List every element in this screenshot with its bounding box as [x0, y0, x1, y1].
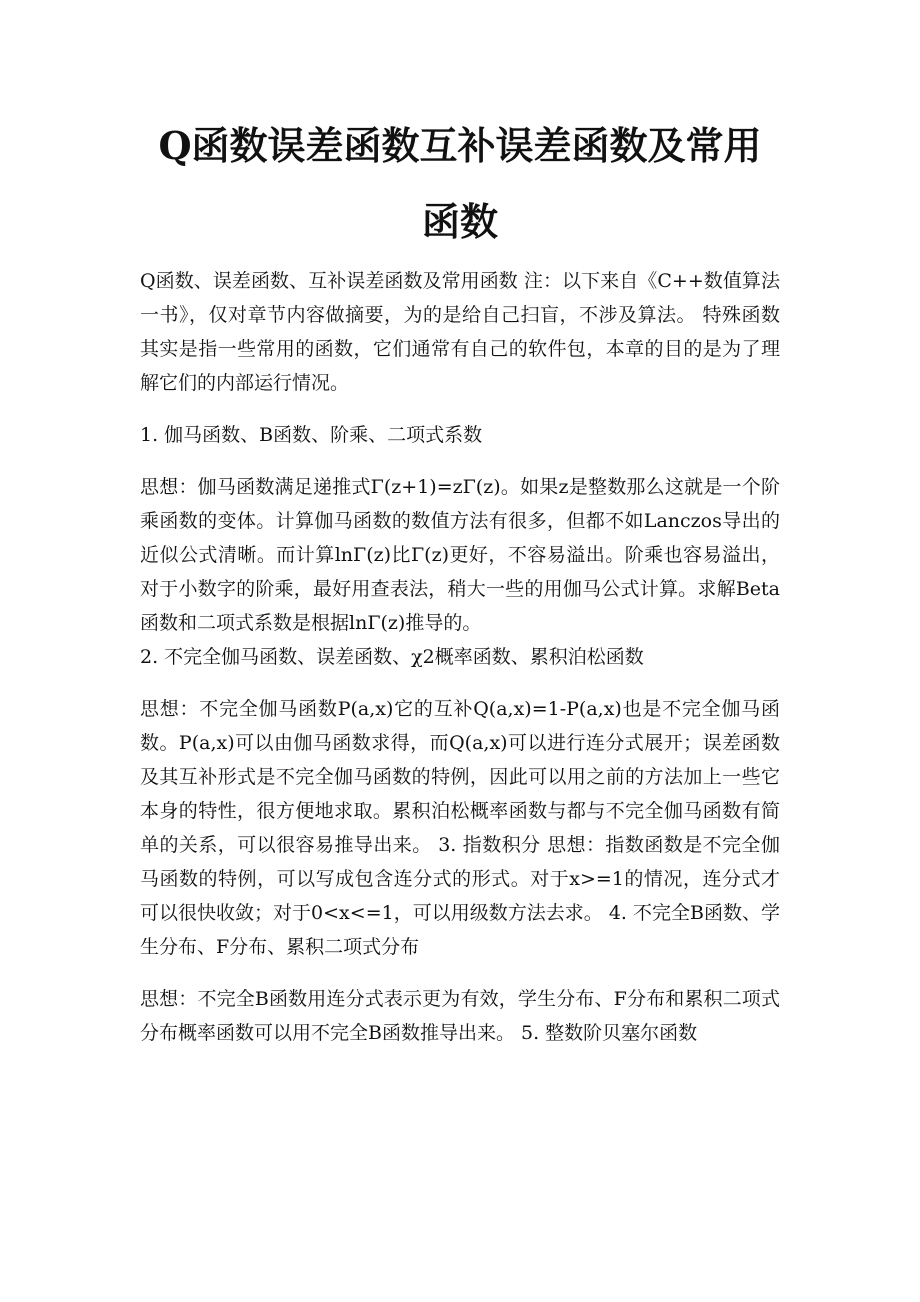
section-heading-gamma: 1. 伽马函数、B函数、阶乘、二项式系数 [140, 424, 483, 446]
document-title: Q函数误差函数互补误差函数及常用函数 [158, 123, 762, 244]
paragraph-incomplete-gamma: 思想：不完全伽马函数P(a,x)它的互补Q(a,x)=1-P(a,x)也是不完全伽马函数。P(a,x)可以由伽马函数求得，而Q(a,x)可以进行连分式展开；误差函数及其互补形式是不完全伽马函数的特例，因此可以用之前的方法加上一些它本身的特性，很方便地求取。累积泊松概率函数与都与不完全伽马函数有简单的关系，可以很容易推导出来。 3. 指数积分 思想：指数函数是不完全伽马函数的特例，可以写成包含连分式的形式。对于x>=1的情况，连分式才可以很快收敛；对于0<x<=1，可以用级数方法去求。 4. 不完全B函数、学生分布、F分布、累积二项式分布 [140, 698, 780, 958]
paragraph-incomplete-beta: 思想：不完全B函数用连分式表示更为有效，学生分布、F分布和累积二项式分布概率函数可以用不完全B函数推导出来。 5. 整数阶贝塞尔函数 [140, 988, 780, 1044]
paragraph-intro: Q函数、误差函数、互补误差函数及常用函数 注：以下来自《C++数值算法一书》，仅对章节内容做摘要，为的是给自己扫盲，不涉及算法。 特殊函数其实是指一些常用的函数，它们通常有自己的软件包，本章的目的是为了理解它们的内部运行情况。 [140, 270, 780, 394]
paragraph-gamma: 思想：伽马函数满足递推式Γ(z+1)=zΓ(z)。如果z是整数那么这就是一个阶乘函数的变体。计算伽马函数的数值方法有很多，但都不如Lanczos导出的近似公式清晰。而计算lnΓ(z)比Γ(z)更好，不容易溢出。阶乘也容易溢出，对于小数字的阶乘，最好用查表法，稍大一些的用伽马公式计算。求解Beta函数和二项式系数是根据lnΓ(z)推导的。 [140, 476, 780, 634]
document-body [140, 264, 780, 1050]
section-heading-incomplete-gamma: 2. 不完全伽马函数、误差函数、χ2概率函数、累积泊松函数 [140, 646, 644, 668]
